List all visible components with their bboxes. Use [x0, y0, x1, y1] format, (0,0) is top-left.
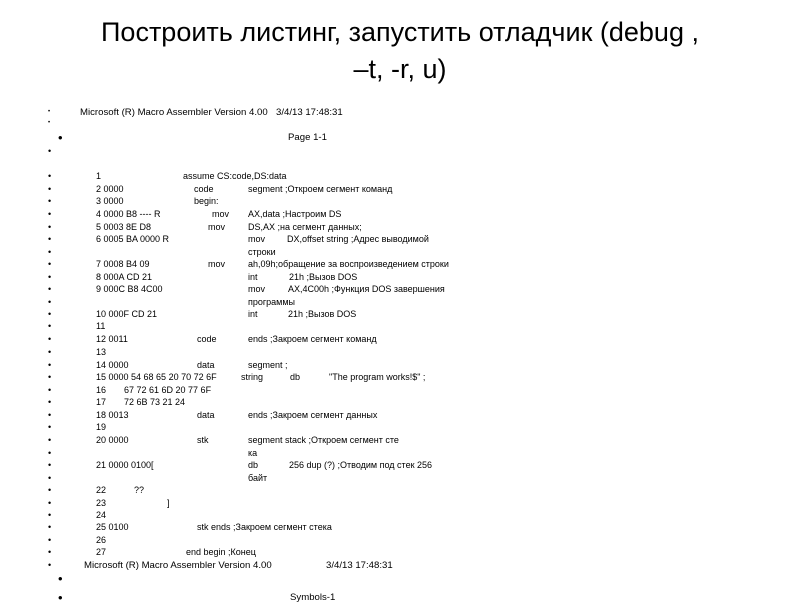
bullet-icon: •: [48, 498, 52, 508]
listing-row: [0, 283, 800, 296]
bullet-icon: •: [48, 560, 52, 570]
bullet-icon: •: [48, 297, 52, 307]
bullet-icon: •: [48, 372, 52, 382]
listing-cell: байт: [248, 473, 268, 483]
listing-cell: 11: [96, 321, 106, 331]
bullet-icon: •: [48, 209, 52, 219]
listing-cell: 3/4/13 17:48:31: [276, 107, 343, 118]
listing-cell: stk: [197, 435, 209, 445]
bullet-icon: •: [58, 130, 63, 145]
listing-cell: 8 000A CD 21: [96, 272, 153, 282]
listing-cell: 22: [96, 485, 107, 495]
listing-row: [0, 591, 800, 604]
listing-cell: segment ;Откроем сегмент команд: [248, 184, 393, 194]
listing-cell: int: [248, 272, 258, 282]
listing-row: [0, 170, 800, 183]
bullet-icon: •: [48, 272, 52, 282]
listing-cell: 25 0100: [96, 522, 129, 532]
bullet-icon: •: [48, 410, 52, 420]
listing-cell: 72 6B 73 21 24: [124, 397, 186, 407]
bullet-icon: •: [48, 448, 52, 458]
listing-cell: 3/4/13 17:48:31: [326, 560, 393, 571]
bullet-icon: •: [48, 522, 52, 532]
listing-cell: code: [194, 184, 214, 194]
listing-cell: программы: [248, 297, 296, 307]
listing-row: [0, 258, 800, 271]
bullet-icon: •: [48, 184, 52, 194]
listing-cell: 6 0005 BA 0000 R: [96, 234, 170, 244]
listing-cell: 18 0013: [96, 410, 129, 420]
listing-cell: AX,data ;Настроим DS: [248, 209, 342, 219]
listing-cell: Microsoft (R) Macro Assembler Version 4.00: [84, 560, 272, 571]
listing-row: [0, 484, 800, 497]
bullet-icon: •: [58, 571, 63, 586]
listing-row: [0, 434, 800, 447]
listing-cell: строки: [248, 247, 276, 257]
listing-cell: segment ;: [248, 360, 288, 370]
bullet-icon: •: [48, 284, 52, 294]
listing-cell: 1: [96, 171, 102, 181]
listing-cell: 21h ;Вызов DOS: [289, 272, 358, 282]
listing-cell: ??: [134, 485, 145, 495]
listing-cell: 26: [96, 535, 107, 545]
listing-row: [0, 131, 800, 144]
bullet-icon: •: [48, 422, 52, 432]
listing-cell: 10 000F CD 21: [96, 309, 158, 319]
listing-cell: 23: [96, 498, 107, 508]
listing-cell: ends ;Закроем сегмент данных: [248, 410, 378, 420]
listing-row: [0, 333, 800, 346]
listing-cell: mov: [208, 259, 226, 269]
listing-cell: code: [197, 334, 217, 344]
bullet-icon: •: [48, 171, 52, 181]
listing-cell: 17: [96, 397, 107, 407]
listing-cell: 2 0000: [96, 184, 124, 194]
listing-cell: data: [197, 410, 215, 420]
bullet-icon: •: [48, 485, 52, 495]
listing-cell: Symbols-1: [290, 592, 336, 603]
listing-cell: mov: [212, 209, 230, 219]
listing-cell: 16: [96, 385, 107, 395]
bullet-icon: •: [48, 510, 52, 520]
listing-cell: 20 0000: [96, 435, 129, 445]
bullet-icon: •: [48, 247, 52, 257]
bullet-icon: •: [48, 360, 52, 370]
listing-cell: 9 000C B8 4C00: [96, 284, 163, 294]
listing-cell: mov: [248, 234, 266, 244]
listing-cell: 15 0000 54 68 65 20 70 72 6F: [96, 372, 217, 382]
listing-cell: ends ;Закроем сегмент команд: [248, 334, 377, 344]
listing-cell: ]: [167, 498, 170, 508]
listing-row: [0, 117, 800, 130]
listing-cell: mov: [208, 222, 226, 232]
listing-cell: ah,09h;обращение за воспроизведением строки: [248, 259, 449, 269]
listing-cell: 5 0003 8E D8: [96, 222, 152, 232]
listing-cell: string: [241, 372, 264, 382]
bullet-icon: •: [48, 397, 52, 407]
listing-cell: "The program works!$" ;: [329, 372, 426, 382]
bullet-icon: •: [48, 321, 52, 331]
listing-cell: segment stack ;Откроем сегмент сте: [248, 435, 399, 445]
bullet-icon: •: [48, 473, 52, 483]
slide-title-line-2: –t, -r, u): [353, 54, 447, 84]
listing-row: [0, 459, 800, 472]
bullet-icon: •: [48, 196, 52, 206]
listing-cell: 7 0008 B4 09: [96, 259, 150, 269]
bullet-icon: •: [48, 120, 51, 126]
bullet-icon: •: [48, 385, 52, 395]
listing-cell: ка: [248, 448, 258, 458]
listing-row: [0, 233, 800, 246]
listing-row: [0, 546, 800, 559]
listing-row: [0, 320, 800, 333]
listing-cell: 21 0000 0100[: [96, 460, 154, 470]
bullet-icon: •: [48, 535, 52, 545]
listing-cell: 14 0000: [96, 360, 129, 370]
listing-cell: DS,AX ;на сегмент данных;: [248, 222, 362, 232]
listing-cell: db: [290, 372, 301, 382]
listing-cell: 4 0000 B8 ---- R: [96, 209, 161, 219]
bullet-icon: •: [48, 547, 52, 557]
bullet-icon: •: [58, 590, 63, 605]
listing-row: [0, 195, 800, 208]
listing-cell: 21h ;Вызов DOS: [288, 309, 357, 319]
listing-cell: Page 1-1: [288, 132, 327, 143]
listing-row: [0, 145, 800, 158]
bullet-icon: •: [48, 334, 52, 344]
listing-cell: AX,4C00h ;Функция DOS завершения: [288, 284, 445, 294]
listing-row: [0, 572, 800, 585]
listing-cell: 19: [96, 422, 107, 432]
bullet-icon: •: [48, 460, 52, 470]
listing-cell: end begin ;Конец: [186, 547, 256, 557]
bullet-icon: •: [48, 146, 52, 156]
listing-cell: 13: [96, 347, 107, 357]
listing-row: [0, 559, 800, 572]
listing-cell: 3 0000: [96, 196, 124, 206]
listing-cell: int: [248, 309, 258, 319]
slide-title-line-1: Построить листинг, запустить отладчик (debug ,: [101, 17, 699, 47]
listing-cell: data: [197, 360, 215, 370]
listing-row: [0, 208, 800, 221]
bullet-icon: •: [48, 435, 52, 445]
listing-row: [0, 521, 800, 534]
listing-cell: 27: [96, 547, 107, 557]
listing-row: [0, 421, 800, 434]
listing-cell: 12 0011: [96, 334, 128, 344]
bullet-icon: •: [48, 109, 51, 115]
listing-row: [0, 371, 800, 384]
bullet-icon: •: [48, 222, 52, 232]
listing-cell: 24: [96, 510, 107, 520]
listing-cell: db: [248, 460, 259, 470]
listing-cell: mov: [248, 284, 266, 294]
listing-cell: assume CS:code,DS:data: [183, 171, 287, 181]
listing-cell: DX,offset string ;Адрес выводимой: [287, 234, 429, 244]
listing-cell: 67 72 61 6D 20 77 6F: [124, 385, 212, 395]
bullet-icon: •: [48, 309, 52, 319]
bullet-icon: •: [48, 259, 52, 269]
listing-row: [0, 396, 800, 409]
listing-cell: 256 dup (?) ;Отводим под стек 256: [289, 460, 433, 470]
listing-row: [0, 346, 800, 359]
bullet-icon: •: [48, 234, 52, 244]
listing-cell: Microsoft (R) Macro Assembler Version 4.00: [80, 107, 268, 118]
bullet-icon: •: [48, 347, 52, 357]
listing-cell: begin:: [194, 196, 219, 206]
listing-cell: stk ends ;Закроем сегмент стека: [197, 522, 332, 532]
